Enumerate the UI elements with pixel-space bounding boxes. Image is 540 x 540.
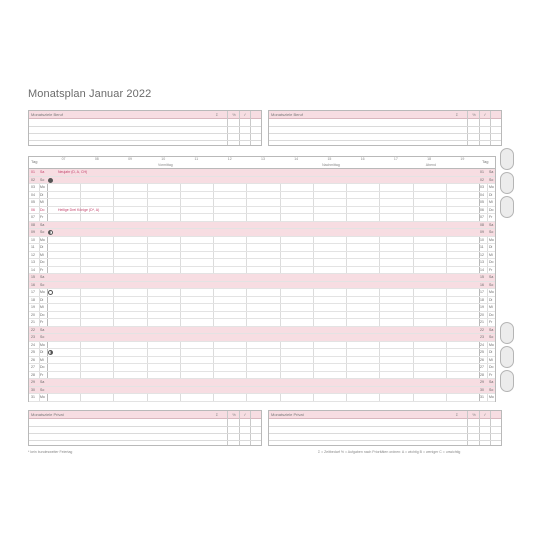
day-number-right: 25 — [480, 350, 484, 355]
check-icon: ✓ — [483, 412, 487, 417]
day-name-right: Mi — [489, 200, 493, 205]
day-number-right: 03 — [480, 185, 484, 190]
day-name: Fr — [40, 267, 44, 272]
day-number: 05 — [31, 200, 35, 205]
goals-label: Monatsziele Beruf — [271, 112, 304, 117]
moon-phase-icon — [48, 290, 53, 295]
day-name: So — [40, 282, 45, 287]
day-name-right: Di — [489, 350, 493, 355]
day-number-right: 17 — [480, 290, 484, 295]
day-name: Mo — [40, 237, 45, 242]
day-name: Sa — [40, 380, 45, 385]
day-number: 12 — [31, 252, 35, 257]
period-label: Nachmittag — [322, 163, 340, 167]
day-name: Fr — [40, 320, 44, 325]
day-number: 21 — [31, 320, 35, 325]
hour-label: 12 — [227, 157, 232, 161]
day-name: Mi — [40, 357, 44, 362]
day-row[interactable] — [29, 312, 495, 320]
hour-label: 15 — [327, 157, 332, 161]
day-name: Do — [40, 207, 45, 212]
day-number-right: 02 — [480, 177, 484, 182]
day-row[interactable] — [29, 319, 495, 327]
register-tab-2[interactable] — [500, 172, 514, 194]
day-row[interactable] — [29, 169, 495, 177]
percent-icon: % — [232, 112, 236, 117]
day-row[interactable] — [29, 372, 495, 380]
register-tab-6[interactable] — [500, 370, 514, 392]
day-number: 20 — [31, 312, 35, 317]
day-name-right: Do — [489, 365, 494, 370]
day-row[interactable] — [29, 327, 495, 335]
day-name: Do — [40, 312, 45, 317]
day-name-right: Mo — [489, 237, 494, 242]
day-number: 31 — [31, 395, 35, 400]
day-number: 15 — [31, 275, 35, 280]
day-number-right: 01 — [480, 170, 484, 174]
hour-label: 18 — [427, 157, 432, 161]
percent-icon: % — [472, 112, 476, 117]
day-number: 24 — [31, 342, 35, 347]
day-row[interactable] — [29, 259, 495, 267]
day-number: 17 — [31, 290, 35, 295]
day-row[interactable] — [29, 207, 495, 215]
goals-label: Monatsziele Beruf — [31, 112, 64, 117]
day-number-right: 15 — [480, 275, 484, 280]
day-name: Di — [40, 245, 44, 250]
moon-phase-icon — [48, 178, 53, 183]
check-icon: ✓ — [483, 112, 487, 117]
day-row[interactable] — [29, 357, 495, 365]
day-name-right: Mo — [489, 185, 494, 190]
day-number: 30 — [31, 387, 35, 392]
goals-label: Monatsziele Privat — [31, 412, 64, 417]
register-tab-5[interactable] — [500, 346, 514, 368]
day-name-right: So — [489, 177, 494, 182]
day-number-right: 21 — [480, 320, 484, 325]
day-row[interactable] — [29, 282, 495, 290]
day-row[interactable] — [29, 387, 495, 395]
day-name-right: Sa — [489, 327, 494, 332]
day-number-right: 29 — [480, 380, 484, 385]
day-name-right: Do — [489, 260, 494, 265]
day-number: 10 — [31, 237, 35, 242]
day-name-right: Di — [489, 297, 493, 302]
day-name: Sa — [40, 275, 45, 280]
day-number: 28 — [31, 372, 35, 377]
day-number-right: 28 — [480, 372, 484, 377]
day-name: So — [40, 230, 45, 235]
day-number: 29 — [31, 380, 35, 385]
holiday-event: Heilige Drei Könige (D*, A) — [58, 207, 100, 212]
day-number-right: 16 — [480, 282, 484, 287]
register-tab-4[interactable] — [500, 322, 514, 344]
day-row[interactable] — [29, 184, 495, 192]
day-number: 11 — [31, 245, 35, 250]
day-row[interactable] — [29, 394, 495, 402]
day-number: 08 — [31, 222, 35, 227]
day-row[interactable] — [29, 214, 495, 222]
day-row[interactable] — [29, 364, 495, 372]
day-name-right: Mo — [489, 395, 494, 400]
day-row[interactable] — [29, 199, 495, 207]
day-name-right: Do — [489, 312, 494, 317]
day-row[interactable] — [29, 349, 495, 357]
hour-label: 13 — [261, 157, 265, 161]
day-name: Sa — [40, 222, 45, 227]
day-number-right: 06 — [480, 207, 484, 212]
day-name: Mo — [40, 185, 45, 190]
day-number-right: 13 — [480, 260, 484, 265]
day-name-right: Mi — [489, 252, 493, 257]
tag-label-right: Tag — [482, 159, 489, 164]
goals-privat-left[interactable] — [28, 410, 262, 446]
moon-phase-icon — [48, 350, 53, 355]
day-name: Mo — [40, 290, 45, 295]
day-row[interactable] — [29, 267, 495, 275]
sum-icon: Σ — [455, 412, 459, 417]
day-number-right: 18 — [480, 297, 484, 302]
day-number-right: 22 — [480, 327, 484, 332]
day-row[interactable] — [29, 342, 495, 350]
day-row[interactable] — [29, 237, 495, 245]
day-name: Fr — [40, 215, 44, 220]
day-name: Mi — [40, 252, 44, 257]
day-number: 16 — [31, 282, 35, 287]
day-number: 22 — [31, 327, 35, 332]
day-number-right: 10 — [480, 237, 484, 242]
day-name: Sa — [40, 170, 45, 174]
footnote-holiday: * kein bundesweiter Feiertag — [28, 450, 73, 454]
month-calendar — [28, 156, 496, 402]
day-number: 23 — [31, 335, 35, 340]
day-number-right: 05 — [480, 200, 484, 205]
day-row[interactable] — [29, 304, 495, 312]
day-number: 02 — [31, 177, 35, 182]
day-number-right: 11 — [480, 245, 484, 250]
day-name-right: Di — [489, 245, 493, 250]
day-row[interactable] — [29, 177, 495, 185]
day-number-right: 12 — [480, 252, 484, 257]
day-number-right: 19 — [480, 305, 484, 310]
period-label: Abend — [425, 163, 436, 167]
day-name: Do — [40, 260, 45, 265]
hour-label: 10 — [161, 157, 166, 161]
day-name: Sa — [40, 327, 45, 332]
day-row[interactable] — [29, 289, 495, 297]
day-name: So — [40, 387, 45, 392]
sum-icon: Σ — [215, 412, 219, 417]
day-number: 06 — [31, 207, 35, 212]
day-number-right: 14 — [480, 267, 484, 272]
day-number-right: 20 — [480, 312, 484, 317]
register-tab-3[interactable] — [500, 196, 514, 218]
day-number-right: 24 — [480, 342, 484, 347]
percent-icon: % — [472, 412, 476, 417]
day-number: 03 — [31, 185, 35, 190]
goals-beruf-left[interactable] — [28, 110, 262, 146]
day-name-right: Mi — [489, 305, 493, 310]
register-tab-1[interactable] — [500, 148, 514, 170]
day-name: Di — [40, 350, 44, 355]
day-name-right: Sa — [489, 380, 494, 385]
hour-label: 09 — [128, 157, 132, 161]
day-name: Di — [40, 192, 44, 197]
percent-icon: % — [232, 412, 236, 417]
day-row[interactable] — [29, 379, 495, 387]
period-label: Vormittag — [157, 163, 173, 167]
day-number: 04 — [31, 192, 35, 197]
hour-label: 07 — [61, 157, 66, 161]
calendar-header — [29, 157, 495, 169]
hour-label: 16 — [360, 157, 365, 161]
day-row[interactable] — [29, 252, 495, 260]
tag-label-left: Tag — [31, 159, 38, 164]
goals-label: Monatsziele Privat — [271, 412, 304, 417]
day-number-right: 26 — [480, 357, 484, 362]
day-number: 01 — [31, 170, 35, 174]
day-name-right: So — [489, 282, 494, 287]
day-number: 27 — [31, 365, 35, 370]
day-name-right: Di — [489, 192, 493, 197]
day-number-right: 23 — [480, 335, 484, 340]
day-name-right: So — [489, 387, 494, 392]
day-name: So — [40, 177, 45, 182]
day-name-right: Fr — [489, 215, 493, 220]
sum-icon: Σ — [455, 112, 459, 117]
day-name: Mi — [40, 200, 44, 205]
hour-label: 08 — [94, 157, 99, 161]
day-number: 09 — [31, 230, 35, 235]
day-number-right: 04 — [480, 192, 484, 197]
hour-label: 11 — [194, 157, 199, 161]
day-number-right: 07 — [480, 215, 484, 220]
day-name-right: Sa — [489, 170, 494, 174]
day-row[interactable] — [29, 274, 495, 282]
day-row[interactable] — [29, 334, 495, 342]
day-name-right: So — [489, 335, 494, 340]
day-number: 18 — [31, 297, 35, 302]
day-number: 25 — [31, 350, 35, 355]
hour-label: 17 — [393, 157, 398, 161]
day-name-right: Do — [489, 207, 494, 212]
day-name-right: Fr — [489, 267, 493, 272]
day-number: 26 — [31, 357, 35, 362]
day-name: Mo — [40, 342, 45, 347]
day-number-right: 08 — [480, 222, 484, 227]
day-row[interactable] — [29, 229, 495, 237]
day-name: Do — [40, 365, 45, 370]
day-number-right: 09 — [480, 230, 484, 235]
day-name-right: Sa — [489, 275, 494, 280]
day-name: So — [40, 335, 45, 340]
day-name: Mi — [40, 305, 44, 310]
day-number-right: 31 — [480, 395, 484, 400]
page-title: Monatsplan Januar 2022 — [28, 88, 152, 100]
day-name-right: Fr — [489, 320, 493, 325]
day-number: 14 — [31, 267, 35, 272]
day-name: Mo — [40, 395, 45, 400]
holiday-event: Neujahr (D, A, CH) — [58, 170, 88, 174]
check-icon: ✓ — [243, 112, 247, 117]
day-number: 07 — [31, 215, 35, 220]
day-name-right: Mo — [489, 290, 494, 295]
hour-label: 19 — [460, 157, 465, 161]
check-icon: ✓ — [243, 412, 247, 417]
day-row[interactable] — [29, 192, 495, 200]
hour-label: 14 — [294, 157, 299, 161]
day-row[interactable] — [29, 222, 495, 230]
day-number-right: 30 — [480, 387, 484, 392]
day-name-right: Mi — [489, 357, 493, 362]
day-name-right: Fr — [489, 372, 493, 377]
moon-phase-icon — [48, 230, 53, 235]
day-name-right: Mo — [489, 342, 494, 347]
day-name-right: So — [489, 230, 494, 235]
goals-privat-right[interactable] — [268, 410, 502, 446]
day-number: 19 — [31, 305, 35, 310]
goals-beruf-right[interactable] — [268, 110, 502, 146]
day-row[interactable] — [29, 297, 495, 305]
sum-icon: Σ — [215, 112, 219, 117]
day-name: Di — [40, 297, 44, 302]
day-name-right: Sa — [489, 222, 494, 227]
day-number-right: 27 — [480, 365, 484, 370]
day-number: 13 — [31, 260, 35, 265]
day-name: Fr — [40, 372, 44, 377]
day-row[interactable] — [29, 244, 495, 252]
footnote-legend: Σ = Zeitbedarf % = Aufgaben nach Prioritäten ordnen: A = wichtig B = weniger C = unwichtig — [318, 450, 461, 454]
